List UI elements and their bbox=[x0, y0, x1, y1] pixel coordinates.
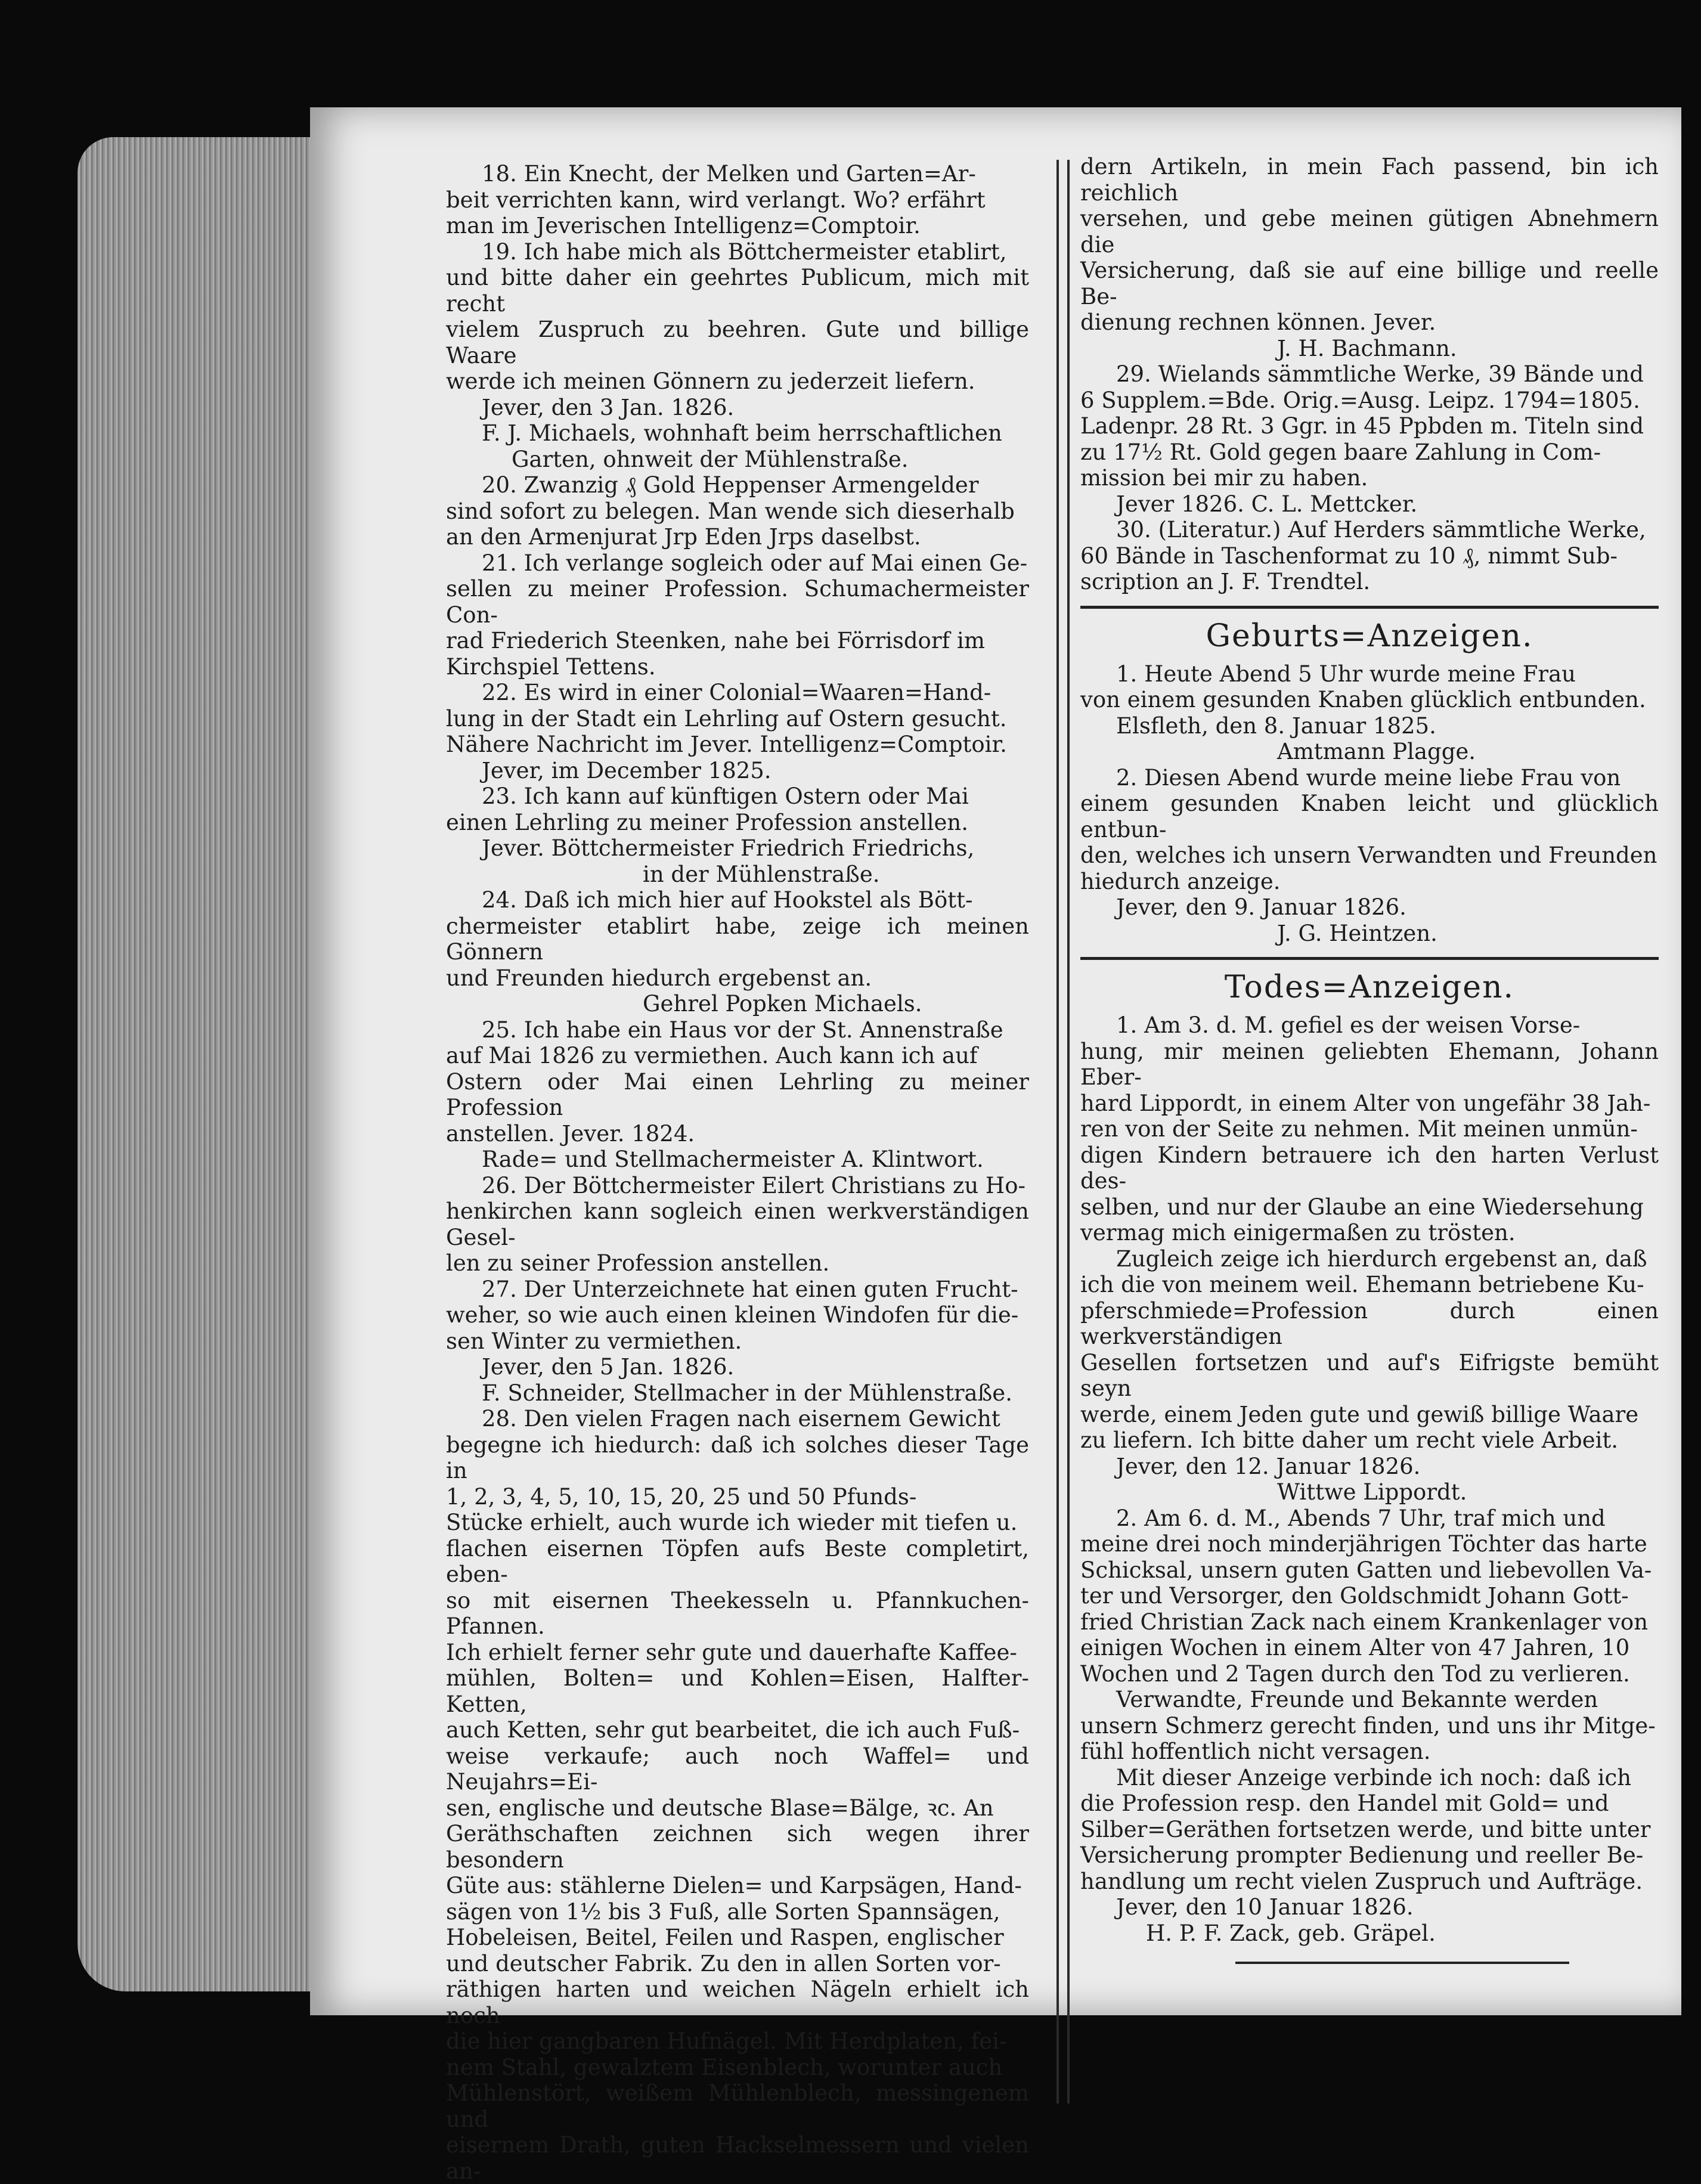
text-line: Elsfleth, den 8. Januar 1825. bbox=[1116, 712, 1436, 739]
text-line: werde, einem Jeden gute und gewiß billige Waare bbox=[1080, 1401, 1639, 1427]
text-line: Zugleich zeige ich hierdurch ergebenst an, daß bbox=[1116, 1246, 1647, 1272]
text-line: Schicksal, unsern guten Gatten und liebevollen Va- bbox=[1080, 1557, 1652, 1583]
text-line: versehen, und gebe meinen gütigen Abnehmern die bbox=[1080, 206, 1659, 258]
deaths-heading: Todes=Anzeigen. bbox=[1224, 969, 1515, 1005]
text-line: Stücke erhielt, auch wurde ich wieder mit tiefen u. bbox=[446, 1510, 1018, 1535]
text-line: meine drei noch minderjährigen Töchter das harte bbox=[1080, 1531, 1647, 1557]
text-line: H. P. F. Zack, geb. Gräpel. bbox=[1146, 1920, 1436, 1946]
text-line: man im Jeverischen Intelligenz=Comptoir. bbox=[446, 213, 921, 238]
text-line: beit verrichten kann, wird verlangt. Wo? erfährt bbox=[446, 187, 986, 213]
text-line: zu 17½ Rt. Gold gegen baare Zahlung in Com- bbox=[1080, 439, 1601, 465]
text-line: Amtmann Plagge. bbox=[1277, 739, 1476, 764]
text-line: Jever, im December 1825. bbox=[482, 757, 772, 783]
text-line: Geräthschaften zeichnen sich wegen ihrer besondern bbox=[446, 1821, 1029, 1873]
text-line: Versicherung, daß sie auf eine billige und reelle Be- bbox=[1080, 258, 1659, 309]
text-line: Wittwe Lippordt. bbox=[1277, 1479, 1467, 1505]
text-line: len zu seiner Profession anstellen. bbox=[446, 1250, 830, 1276]
text-line: Wochen und 2 Tagen durch den Tod zu verlieren. bbox=[1080, 1661, 1630, 1687]
text-line: 24. Daß ich mich hier auf Hookstel als Bött- bbox=[482, 887, 973, 913]
text-line: 25. Ich habe ein Haus vor der St. Annenstraße bbox=[482, 1017, 1003, 1043]
text-line: mission bei mir zu haben. bbox=[1080, 465, 1368, 491]
text-line: vielem Zuspruch zu beehren. Gute und billige Waare bbox=[446, 317, 1029, 368]
text-line: einigen Wochen in einem Alter von 47 Jahren, 10 bbox=[1080, 1635, 1630, 1661]
text-line: J. G. Heintzen. bbox=[1277, 920, 1437, 946]
text-line: flachen eisernen Töpfen aufs Beste completirt, eben- bbox=[446, 1535, 1029, 1587]
text-line: sellen zu meiner Profession. Schumachermeister Con- bbox=[446, 576, 1029, 628]
text-line: 2. Diesen Abend wurde meine liebe Frau von bbox=[1116, 764, 1621, 791]
page-edges bbox=[78, 137, 316, 1991]
text-line: Hobeleisen, Beitel, Feilen und Raspen, englischer bbox=[446, 1925, 1004, 1950]
text-line: sägen von 1½ bis 3 Fuß, alle Sorten Spannsägen, bbox=[446, 1898, 1000, 1925]
text-line: zu liefern. Ich bitte daher um recht viele Arbeit. bbox=[1080, 1427, 1619, 1453]
text-line: 6 Supplem.=Bde. Orig.=Ausg. Leipz. 1794=1805. bbox=[1080, 387, 1640, 413]
text-line: Jever, den 3 Jan. 1826. bbox=[482, 394, 735, 420]
text-line: Jever 1826. C. L. Mettcker. bbox=[1116, 491, 1418, 517]
advertisements-continued bbox=[1080, 154, 1659, 595]
births-heading: Geburts=Anzeigen. bbox=[1206, 618, 1533, 654]
text-line: digen Kindern betrauere ich den harten Verlust des- bbox=[1080, 1142, 1659, 1194]
text-line: vermag mich einigermaßen zu trösten. bbox=[1080, 1220, 1516, 1246]
text-line: Jever. Böttchermeister Friedrich Friedrichs, bbox=[482, 835, 975, 861]
text-line: pferschmiede=Profession durch einen werkverständigen bbox=[1080, 1297, 1659, 1349]
text-line: 20. Zwanzig ₰ Gold Heppenser Armengelder bbox=[482, 472, 979, 498]
text-line: Garten, ohnweit der Mühlenstraße. bbox=[512, 446, 909, 472]
end-rule bbox=[1235, 1962, 1569, 1964]
text-line: 1. Heute Abend 5 Uhr wurde meine Frau bbox=[1116, 661, 1576, 687]
text-line: scription an J. F. Trendtel. bbox=[1080, 569, 1371, 594]
text-line: Güte aus: stählerne Dielen= und Karpsägen, Hand- bbox=[446, 1873, 1022, 1898]
text-line: weise verkaufe; auch noch Waffel= und Neujahrs=Ei- bbox=[446, 1743, 1029, 1795]
text-line: Nähere Nachricht im Jever. Intelligenz=Comptoir. bbox=[446, 732, 1007, 757]
text-line: 1. Am 3. d. M. gefiel es der weisen Vorse- bbox=[1116, 1012, 1581, 1038]
text-line: begegne ich hiedurch: daß ich solches dieser Tage in bbox=[446, 1432, 1029, 1483]
text-line: fried Christian Zack nach einem Krankenlager von bbox=[1080, 1609, 1649, 1635]
text-line: Ladenpr. 28 Rt. 3 Ggr. in 45 Ppbden m. Titeln sind bbox=[1080, 413, 1644, 439]
text-line: Mühlenstört, weißem Mühlenblech, messingenem und bbox=[446, 2080, 1029, 2132]
text-line: Gehrel Popken Michaels. bbox=[643, 991, 922, 1017]
deaths-section bbox=[1080, 1012, 1659, 1946]
text-line: dienung rechnen können. Jever. bbox=[1080, 309, 1436, 335]
text-line: werde ich meinen Gönnern zu jederzeit liefern. bbox=[446, 368, 975, 394]
text-line: lung in der Stadt ein Lehrling auf Ostern gesucht. bbox=[446, 705, 1007, 732]
text-line: F. Schneider, Stellmacher in der Mühlenstraße. bbox=[482, 1380, 1012, 1406]
text-line: F. J. Michaels, wohnhaft beim herrschaftlichen bbox=[482, 420, 1002, 446]
text-line: hiedurch anzeige. bbox=[1080, 868, 1281, 894]
text-line: 30. (Literatur.) Auf Herders sämmtliche Werke, bbox=[1116, 517, 1646, 543]
text-line: rad Friederich Steenken, nahe bei Förrisdorf im bbox=[446, 628, 985, 653]
text-line: handlung um recht vielen Zuspruch und Aufträge. bbox=[1080, 1868, 1643, 1894]
text-line: die Profession resp. den Handel mit Gold= und bbox=[1080, 1790, 1609, 1816]
text-line: Jever, den 9. Januar 1826. bbox=[1116, 894, 1406, 920]
text-line: Versicherung prompter Bedienung und reeller Be- bbox=[1080, 1842, 1644, 1868]
text-line: Ich erhielt ferner sehr gute und dauerhafte Kaffee- bbox=[446, 1639, 1017, 1665]
text-line: hard Lippordt, in einem Alter von ungefähr 38 Jah- bbox=[1080, 1090, 1651, 1116]
text-line: auf Mai 1826 zu vermiethen. Auch kann ich auf bbox=[446, 1043, 978, 1068]
text-line: Jever, den 12. Januar 1826. bbox=[1116, 1453, 1421, 1479]
section-rule bbox=[1080, 606, 1659, 609]
text-line: Rade= und Stellmachermeister A. Klintwort. bbox=[482, 1147, 984, 1172]
text-line: eisernem Drath, guten Hackselmessern und vielen an- bbox=[446, 2132, 1029, 2184]
text-line: fühl hoffentlich nicht versagen. bbox=[1080, 1739, 1431, 1764]
text-line: Silber=Geräthen fortsetzen werde, und bitte unter bbox=[1080, 1816, 1651, 1842]
text-line: 2. Am 6. d. M., Abends 7 Uhr, traf mich und bbox=[1116, 1505, 1606, 1531]
text-line: Gesellen fortsetzen und auf's Eifrigste bemüht seyn bbox=[1080, 1349, 1659, 1401]
text-line: unsern Schmerz gerecht finden, und uns ihr Mitge- bbox=[1080, 1712, 1656, 1739]
text-line: 19. Ich habe mich als Böttchermeister etablirt, bbox=[482, 238, 1007, 265]
text-line: Mit dieser Anzeige verbinde ich noch: daß ich bbox=[1116, 1764, 1632, 1790]
text-line: Jever, den 5 Jan. 1826. bbox=[482, 1354, 735, 1380]
text-line: auch Ketten, sehr gut bearbeitet, die ich auch Fuß- bbox=[446, 1717, 1020, 1743]
text-line: und deutscher Fabrik. Zu den in allen Sorten vor- bbox=[446, 1950, 1001, 1977]
text-line: ren von der Seite zu nehmen. Mit meinen unmün- bbox=[1080, 1116, 1638, 1142]
text-line: 18. Ein Knecht, der Melken und Garten=Ar- bbox=[482, 161, 976, 187]
text-line: Verwandte, Freunde und Bekannte werden bbox=[1116, 1687, 1598, 1712]
text-line: ter und Versorger, den Goldschmidt Johann Gott- bbox=[1080, 1583, 1629, 1609]
text-line: sen Winter zu vermiethen. bbox=[446, 1328, 742, 1354]
text-line: räthigen harten und weichen Nägeln erhielt ich noch bbox=[446, 1977, 1029, 2028]
column-divider bbox=[1056, 160, 1070, 2104]
text-line: hung, mir meinen geliebten Ehemann, Johann Eber- bbox=[1080, 1038, 1659, 1090]
right-column bbox=[1080, 154, 1659, 1964]
text-line: 26. Der Böttchermeister Eilert Christians zu Ho- bbox=[482, 1172, 1025, 1198]
text-line: und bitte daher ein geehrtes Publicum, mich mit recht bbox=[446, 265, 1029, 317]
text-line: sen, englische und deutsche Blase=Bälge, ꝛc. An bbox=[446, 1795, 994, 1821]
left-column bbox=[446, 161, 1029, 2184]
text-line: chermeister etablirt habe, zeige ich meinen Gönnern bbox=[446, 913, 1029, 965]
text-line: 23. Ich kann auf künftigen Ostern oder Mai bbox=[482, 783, 969, 809]
text-line: ich die von meinem weil. Ehemann betriebene Ku- bbox=[1080, 1272, 1644, 1297]
text-line: 27. Der Unterzeichnete hat einen guten Frucht- bbox=[482, 1276, 1018, 1302]
text-line: 22. Es wird in einer Colonial=Waaren=Hand- bbox=[482, 680, 992, 705]
text-line: 60 Bände in Taschenformat zu 10 ₰, nimmt Sub- bbox=[1080, 543, 1618, 569]
text-line: Ostern oder Mai einen Lehrling zu meiner Profession bbox=[446, 1068, 1029, 1120]
text-line: und Freunden hiedurch ergebenst an. bbox=[446, 965, 872, 991]
text-line: den, welches ich unsern Verwandten und Freunden bbox=[1080, 842, 1657, 868]
text-line: J. H. Bachmann. bbox=[1277, 335, 1457, 361]
text-line: von einem gesunden Knaben glücklich entbunden. bbox=[1080, 687, 1646, 712]
text-line: Kirchspiel Tettens. bbox=[446, 653, 656, 680]
text-line: die hier gangbaren Hufnägel. Mit Herdplaten, fei- bbox=[446, 2028, 1007, 2054]
text-line: 1, 2, 3, 4, 5, 10, 15, 20, 25 und 50 Pfunds- bbox=[446, 1483, 917, 1510]
text-line: so mit eisernen Theekesseln u. Pfannkuchen-Pfannen. bbox=[446, 1587, 1029, 1639]
text-line: dern Artikeln, in mein Fach passend, bin ich reichlich bbox=[1080, 154, 1659, 206]
text-line: in der Mühlenstraße. bbox=[643, 861, 880, 887]
text-line: einen Lehrling zu meiner Profession anstellen. bbox=[446, 809, 968, 835]
births-section bbox=[1080, 661, 1659, 947]
text-line: mühlen, Bolten= und Kohlen=Eisen, Halfter-Ketten, bbox=[446, 1665, 1029, 1717]
text-line: Jever, den 10 Januar 1826. bbox=[1116, 1894, 1414, 1920]
text-line: sind sofort zu belegen. Man wende sich dieserhalb bbox=[446, 498, 1015, 524]
section-rule bbox=[1080, 957, 1659, 960]
text-line: henkirchen kann sogleich einen werkverständigen Gesel- bbox=[446, 1198, 1029, 1250]
text-line: anstellen. Jever. 1824. bbox=[446, 1120, 695, 1147]
text-line: 29. Wielands sämmtliche Werke, 39 Bände und bbox=[1116, 361, 1644, 387]
text-line: weher, so wie auch einen kleinen Windofen für die- bbox=[446, 1302, 1019, 1328]
text-line: nem Stahl, gewalztem Eisenblech, worunter auch bbox=[446, 2054, 1003, 2080]
text-line: an den Armenjurat Jrp Eden Jrps daselbst. bbox=[446, 524, 921, 550]
text-line: selben, und nur der Glaube an eine Wiedersehung bbox=[1080, 1194, 1644, 1220]
text-line: 21. Ich verlange sogleich oder auf Mai einen Ge- bbox=[482, 550, 1028, 576]
text-line: einem gesunden Knaben leicht und glücklich entbun- bbox=[1080, 791, 1659, 842]
text-line: 28. Den vielen Fragen nach eisernem Gewicht bbox=[482, 1406, 1000, 1432]
